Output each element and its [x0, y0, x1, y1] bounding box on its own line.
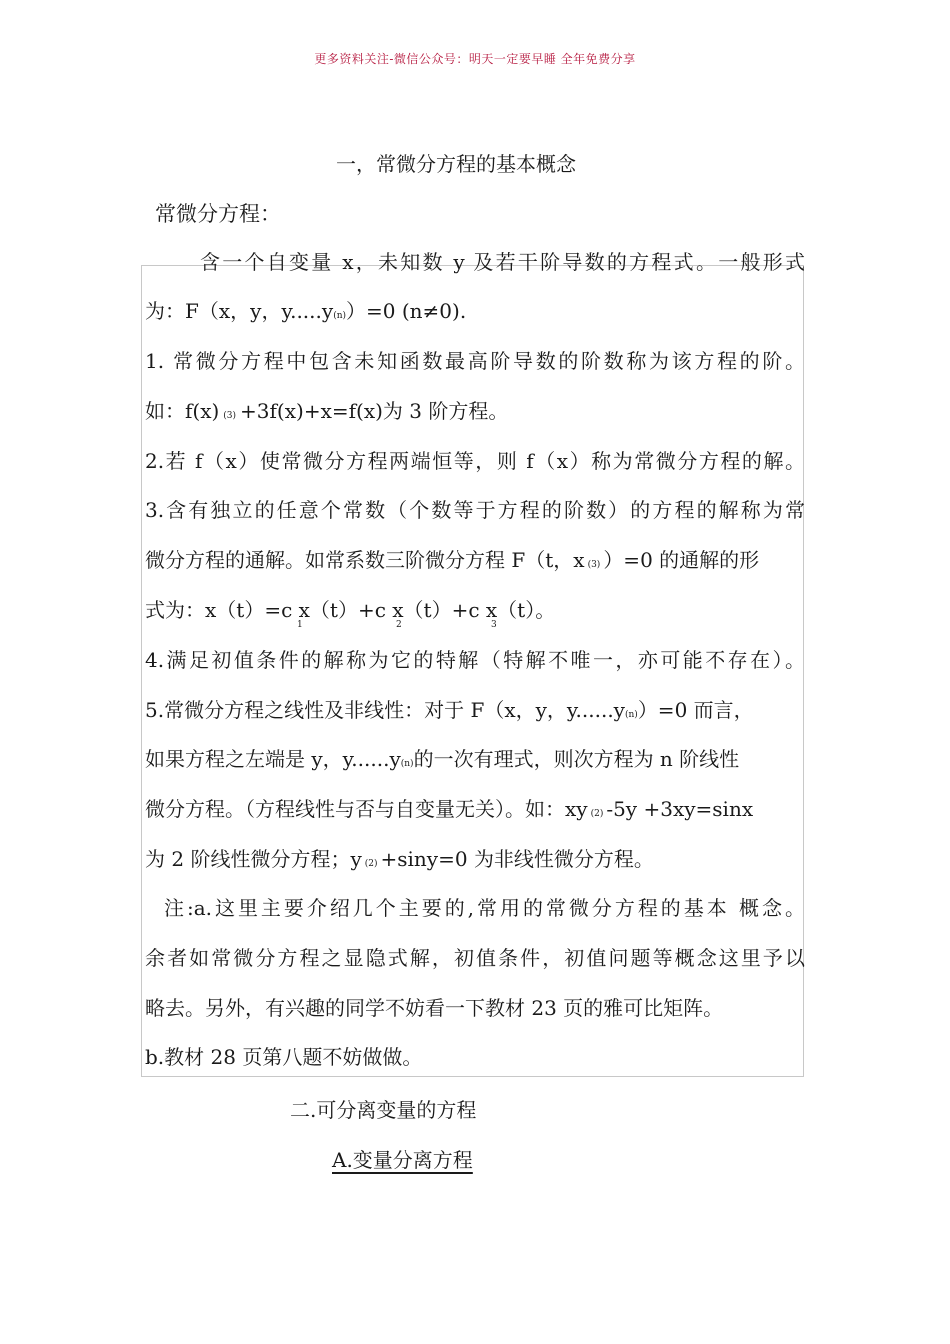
paragraph-line: 微分方程。（方程线性与否与自变量无关）。如：xy (2) -5y +3xy=sinx [145, 797, 754, 821]
paragraph-line: 如：f(x) (3) +3f(x)+x=f(x)为 3 阶方程。 [145, 399, 509, 423]
note-line: 注:a.这里主要介绍几个主要的,常用的常微分方程的基本 概念。 [164, 896, 805, 920]
subscript-index: 2 [396, 620, 402, 630]
note-line: 略去。另外，有兴趣的同学不妨看一下教材 23 页的雅可比矩阵。 [145, 996, 724, 1020]
section2-subtitle: A.变量分离方程 [332, 1148, 473, 1172]
paragraph-line: 3.含有独立的任意个常数（个数等于方程的阶数）的方程的解称为常 [145, 498, 805, 522]
note-line: 余者如常微分方程之显隐式解，初值条件，初值问题等概念这里予以 [145, 946, 805, 970]
section-title: 一，常微分方程的基本概念 [336, 152, 576, 176]
subscript-index: 1 [297, 620, 303, 630]
section-subtitle: 常微分方程： [155, 202, 281, 226]
watermark-header: 更多资料关注-微信公众号：明天一定要早睡 全年免费分享 [314, 52, 636, 66]
paragraph-line: 4.满足初值条件的解称为它的特解（特解不唯一，亦可能不存在）。 [145, 648, 805, 672]
paragraph-line: 2.若 f（x）使常微分方程两端恒等，则 f（x）称为常微分方程的解。 [145, 449, 805, 473]
subscript-index: 3 [491, 620, 497, 630]
paragraph-line: 为：F（x，y，y.....y(n)）=0 (n≠0). [145, 299, 467, 323]
paragraph-line: 1. 常微分方程中包含未知函数最高阶导数的阶数称为该方程的阶。 [145, 349, 805, 373]
paragraph-line: 5.常微分方程之线性及非线性：对于 F（x，y，y......y(n)）=0 而言， [145, 698, 754, 722]
paragraph-line: 为 2 阶线性微分方程；y (2) +siny=0 为非线性微分方程。 [145, 847, 654, 871]
paragraph-line: 含一个自变量 x，未知数 y 及若干阶导数的方程式。一般形式 [200, 250, 805, 274]
section2-title: 二.可分离变量的方程 [290, 1098, 477, 1122]
paragraph-line: 微分方程的通解。如常系数三阶微分方程 F（t，x (3) ）=0 的通解的形 [145, 548, 760, 572]
paragraph-line: 式为：x（t）=c x（t）+c x（t）+c x（t）。 [145, 598, 556, 622]
note-line: b.教材 28 页第八题不妨做做。 [145, 1045, 423, 1069]
paragraph-line: 如果方程之左端是 y，y......y(n)的一次有理式，则次方程为 n 阶线性 [145, 747, 740, 771]
